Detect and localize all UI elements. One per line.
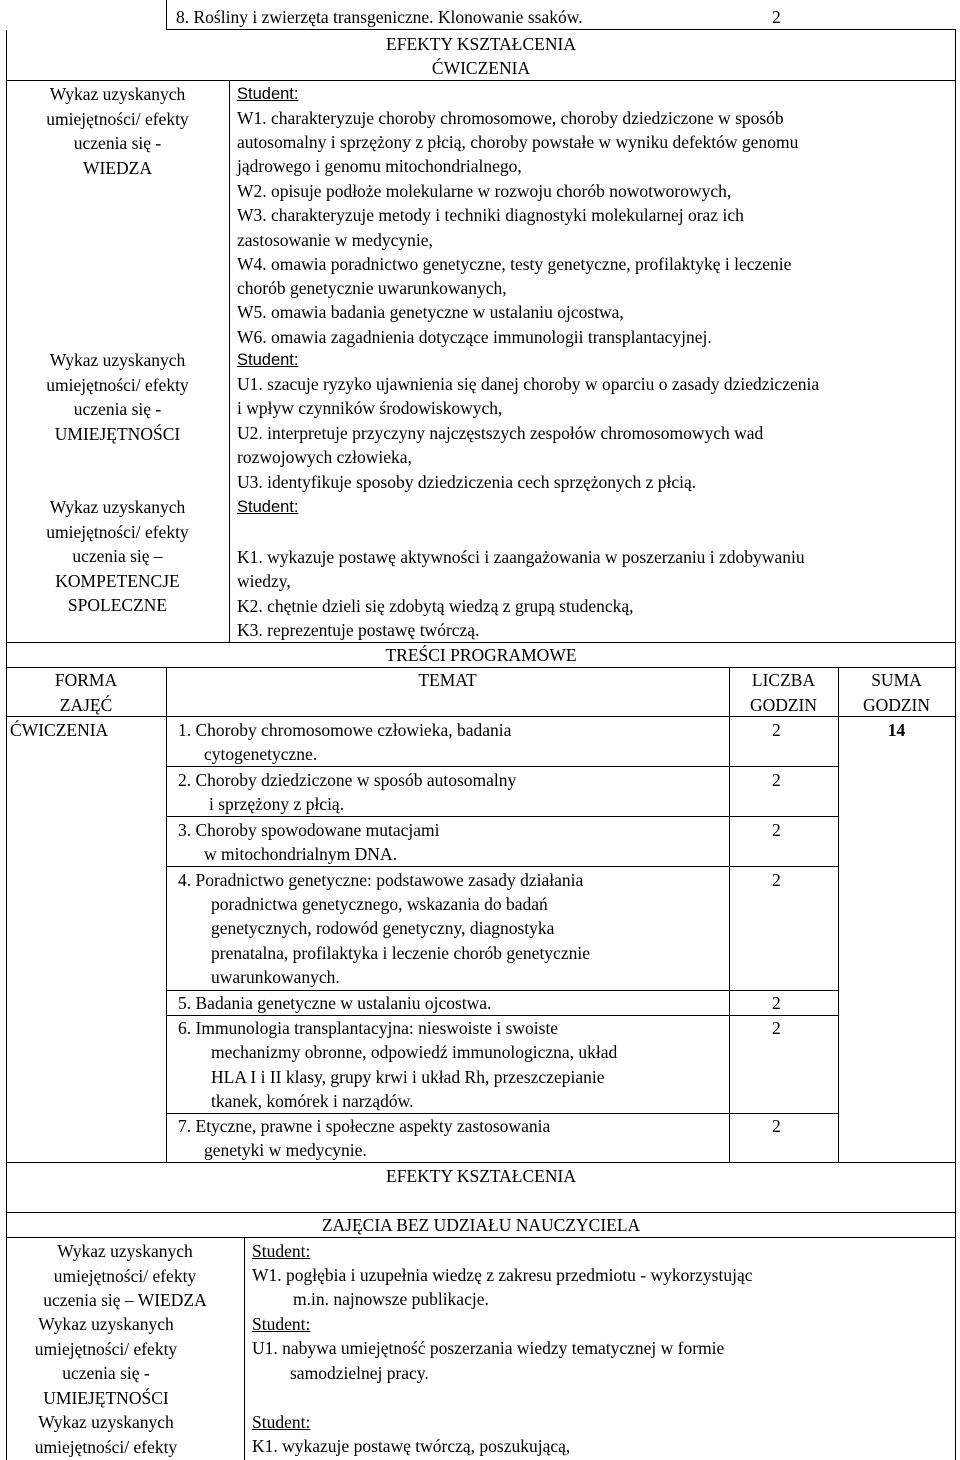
topic-line: 2. Choroby dziedziczone w sposób autosomalny (178, 770, 517, 790)
wiedza-label: Wykaz uzyskanych umiejętności/ efekty uczenia się - WIEDZA (46, 84, 189, 178)
learning-outcome-line: samodzielnej pracy. (290, 1363, 429, 1383)
learning-outcome-line: W2. opisuje podłoże molekularne w rozwoju chorób nowotworowych, (237, 181, 732, 201)
learning-outcome-line: K1. wykazuje postawę aktywności i zaangażowania w poszerzaniu i zdobywaniu (237, 547, 805, 567)
bez-umiejetnosci-label: Wykaz uzyskanych umiejętności/ efekty uczenia się - UMIEJĘTNOŚCI (34, 1314, 178, 1408)
learning-outcome-line: i wpływ czynników środowiskowych, (237, 398, 503, 418)
forma-value: ĆWICZENIA (10, 720, 109, 740)
topic-hours: 2 (772, 1018, 781, 1038)
learning-outcome-line: W3. charakteryzuje metody i techniki diagnostyki molekularnej oraz ich (237, 205, 744, 225)
learning-outcome-line: U1. szacuje ryzyko ujawnienia się danej choroby w oparciu o zasady dziedziczenia (237, 374, 820, 394)
learning-outcome-line: wiedzy, (237, 571, 291, 591)
topic-hours: 2 (772, 870, 781, 890)
efekty-title-2: EFEKTY KSZTAŁCENIA (386, 1166, 576, 1186)
learning-outcome-line: U2. interpretuje przyczyny najczęstszych zespołów chromosomowych wad (237, 423, 764, 443)
learning-outcome-line: K3. reprezentuje postawę twórczą. (237, 620, 480, 640)
topic-hours: 2 (772, 820, 781, 840)
student-label: Student: (237, 85, 299, 103)
topic-line: i sprzężony z płcią. (209, 794, 345, 814)
topic-line: 6. Immunologia transplantacyjna: nieswoiste i swoiste (178, 1018, 559, 1038)
topic-hours: 2 (772, 770, 781, 790)
topic-hours: 2 (772, 993, 781, 1013)
student-label: Student: (252, 1314, 311, 1334)
learning-outcome-line: K2. chętnie dzieli się zdobytą wiedzą z grupą studencką, (237, 596, 634, 616)
section-title: 8. Rośliny i zwierzęta transgeniczne. Klonowanie ssaków. (176, 7, 583, 27)
learning-outcome-line: K1. wykazuje postawę twórczą, poszukującą, (252, 1436, 571, 1456)
learning-outcome-line: m.in. najnowsze publikacje. (293, 1289, 489, 1309)
student-label: Student: (252, 1241, 311, 1261)
learning-outcome-line: W1. pogłębia i uzupełnia wiedzę z zakresu przedmiotu - wykorzystując (252, 1265, 753, 1285)
topic-line: 5. Badania genetyczne w ustalaniu ojcostwa. (178, 993, 492, 1013)
topic-line: 3. Choroby spowodowane mutacjami (178, 820, 440, 840)
topic-line: HLA I i II klasy, grupy krwi i układ Rh, przeszczepianie (211, 1067, 605, 1087)
learning-outcome-line: W1. charakteryzuje choroby chromosomowe, choroby dziedziczone w sposób (237, 108, 784, 128)
suma-value: 14 (887, 720, 906, 740)
student-label: Student: (237, 351, 299, 369)
learning-outcome-line: W6. omawia zagadnienia dotyczące immunologii transplantacyjnej. (237, 327, 712, 347)
liczba-godzin-header: LICZBA GODZIN (749, 670, 818, 715)
bez-kompetencje-label: Wykaz uzyskanych umiejętności/ efekty (34, 1412, 178, 1457)
cwiczenia-title: ĆWICZENIA (431, 58, 531, 78)
topic-line: 1. Choroby chromosomowe człowieka, badania (178, 720, 512, 740)
topic-line: poradnictwa genetycznego, wskazania do badań (211, 894, 548, 914)
topic-line: 7. Etyczne, prawne i społeczne aspekty zastosowania (178, 1116, 551, 1136)
topic-line: mechanizmy obronne, odpowiedź immunologiczna, układ (211, 1042, 618, 1062)
efekty-title: EFEKTY KSZTAŁCENIA (386, 34, 576, 54)
umiejetnosci-label: Wykaz uzyskanych umiejętności/ efekty uczenia się - UMIEJĘTNOŚCI (46, 350, 189, 444)
section-number: 2 (772, 7, 781, 27)
learning-outcome-line: rozwojowych człowieka, (237, 447, 412, 467)
kompetencje-label: Wykaz uzyskanych umiejętności/ efekty uczenia się – KOMPETENCJE SPOLECZNE (46, 497, 189, 615)
learning-outcome-line: chorób genetycznie uwarunkowanych, (237, 278, 507, 298)
topic-hours: 2 (772, 1116, 781, 1136)
topic-line: prenatalna, profilaktyka i leczenie chorób genetycznie (211, 943, 590, 963)
topic-line: tkanek, komórek i narządów. (211, 1091, 414, 1111)
forma-header: FORMA ZAJĘĆ (54, 670, 118, 715)
student-label: Student: (252, 1412, 311, 1432)
topic-line: uwarunkowanych. (211, 967, 340, 987)
learning-outcome-line: autosomalny i sprzężony z płcią, choroby powstałe w wyniku defektów genomu (237, 132, 799, 152)
learning-outcome-line: W5. omawia badania genetyczne w ustalaniu ojcostwa, (237, 302, 624, 322)
temat-header: TEMAT (418, 670, 477, 690)
suma-godzin-header: SUMA GODZIN (862, 670, 931, 715)
topic-line: genetycznych, rodowód genetyczny, diagnostyka (211, 918, 555, 938)
student-label: Student: (237, 498, 299, 516)
topic-line: cytogenetyczne. (204, 744, 318, 764)
topic-hours: 2 (772, 720, 781, 740)
learning-outcome-line: jądrowego i genomu mitochondrialnego, (237, 156, 522, 176)
learning-outcome-line: U1. nabywa umiejętność poszerzania wiedzy tematycznej w formie (252, 1338, 725, 1358)
learning-outcome-line: U3. identyfikuje sposoby dziedziczenia cech sprzężonych z płcią. (237, 472, 697, 492)
topic-line: w mitochondrialnym DNA. (204, 844, 397, 864)
learning-outcome-line: W4. omawia poradnictwo genetyczne, testy genetyczne, profilaktykę i leczenie (237, 254, 792, 274)
bez-wiedza-label: Wykaz uzyskanych umiejętności/ efekty uczenia się – WIEDZA (43, 1241, 207, 1310)
topic-line: genetyki w medycynie. (204, 1140, 367, 1160)
tresci-title: TREŚCI PROGRAMOWE (385, 645, 577, 665)
topic-line: 4. Poradnictwo genetyczne: podstawowe zasady działania (178, 870, 584, 890)
bez-udzialu-title: ZAJĘCIA BEZ UDZIAŁU NAUCZYCIELA (321, 1215, 641, 1235)
learning-outcome-line: zastosowanie w medycynie, (237, 230, 433, 250)
